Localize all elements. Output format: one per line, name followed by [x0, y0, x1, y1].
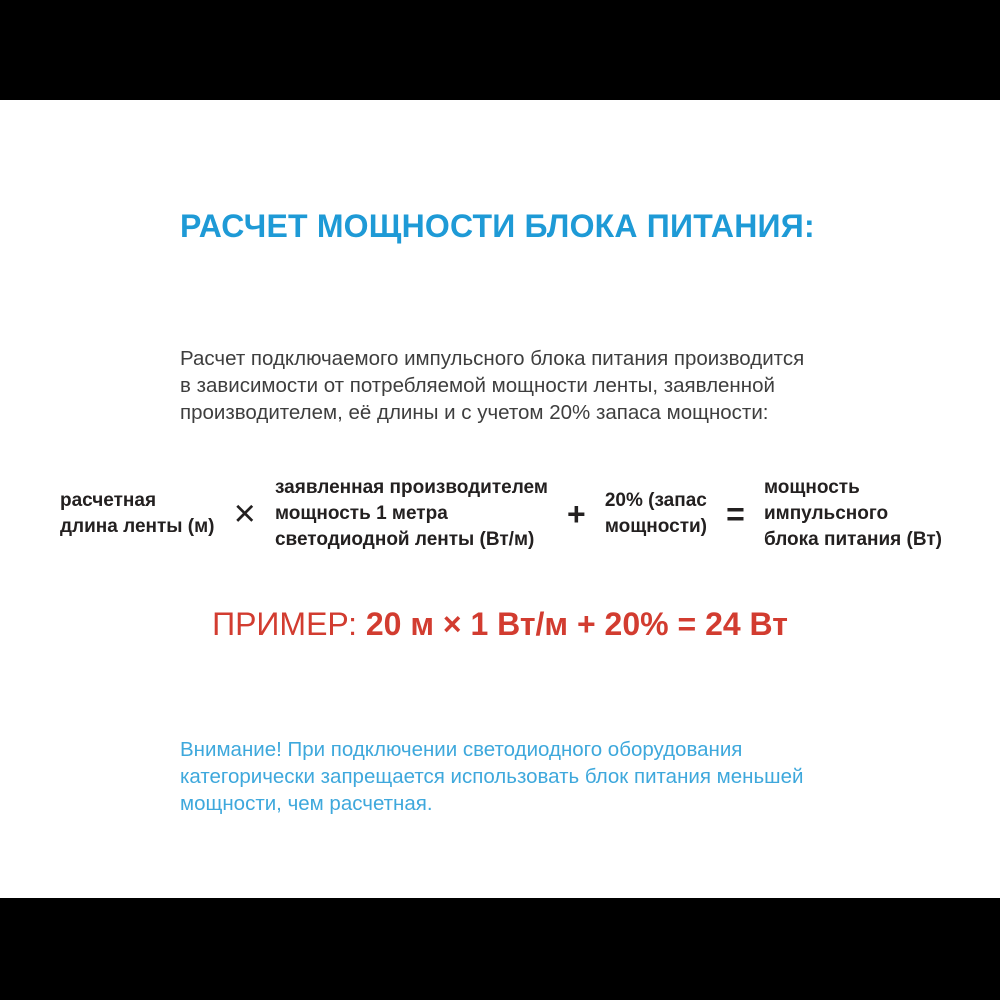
content-area [0, 100, 1000, 898]
multiply-operator: × [233, 493, 256, 535]
letterbox-top [0, 0, 1000, 100]
warning-line: категорически запрещается использовать блок питания меньшей [180, 765, 804, 788]
intro-line: в зависимости от потребляемой мощности ленты, заявленной [180, 374, 775, 397]
formula-term-length [60, 488, 215, 540]
formula-term-result-line: импульсного [763, 503, 889, 524]
formula-term-power-line: мощность 1 метра [274, 503, 448, 524]
page-title: РАСЧЕТ МОЩНОСТИ БЛОКА ПИТАНИЯ: [180, 208, 815, 244]
formula-term-reserve-line: 20% (запас [604, 490, 707, 511]
formula-term-length-line: расчетная [60, 490, 157, 511]
formula-term-reserve-line: мощности) [604, 516, 708, 537]
letterbox-bottom [0, 898, 1000, 1000]
formula-row [0, 474, 1000, 554]
formula-term-reserve [605, 488, 707, 540]
formula-term-result-line: блока питания (Вт) [763, 529, 942, 550]
warning-line: Внимание! При подключении светодиодного оборудования [180, 738, 743, 761]
warning-line: мощности, чем расчетная. [180, 792, 433, 815]
intro-line: производителем, её длины и с учетом 20% запаса мощности: [180, 401, 769, 424]
example-label: ПРИМЕР: [212, 606, 357, 642]
plus-operator: + [567, 496, 586, 532]
equals-operator: = [726, 496, 745, 532]
formula-term-power-line: заявленная производителем [274, 477, 548, 498]
formula-term-power-per-meter [275, 475, 548, 553]
example-line [0, 604, 1000, 644]
example-expression: 20 м × 1 Вт/м + 20% = 24 Вт [356, 606, 788, 642]
intro-paragraph [180, 345, 1000, 426]
formula-term-length-line: длина ленты (м) [60, 516, 215, 537]
warning-paragraph [180, 736, 1000, 817]
formula-term-power-line: светодиодной ленты (Вт/м) [274, 529, 535, 550]
formula-term-result-line: мощность [763, 477, 860, 498]
formula-term-result [764, 475, 942, 553]
intro-line: Расчет подключаемого импульсного блока питания производится [180, 347, 805, 370]
